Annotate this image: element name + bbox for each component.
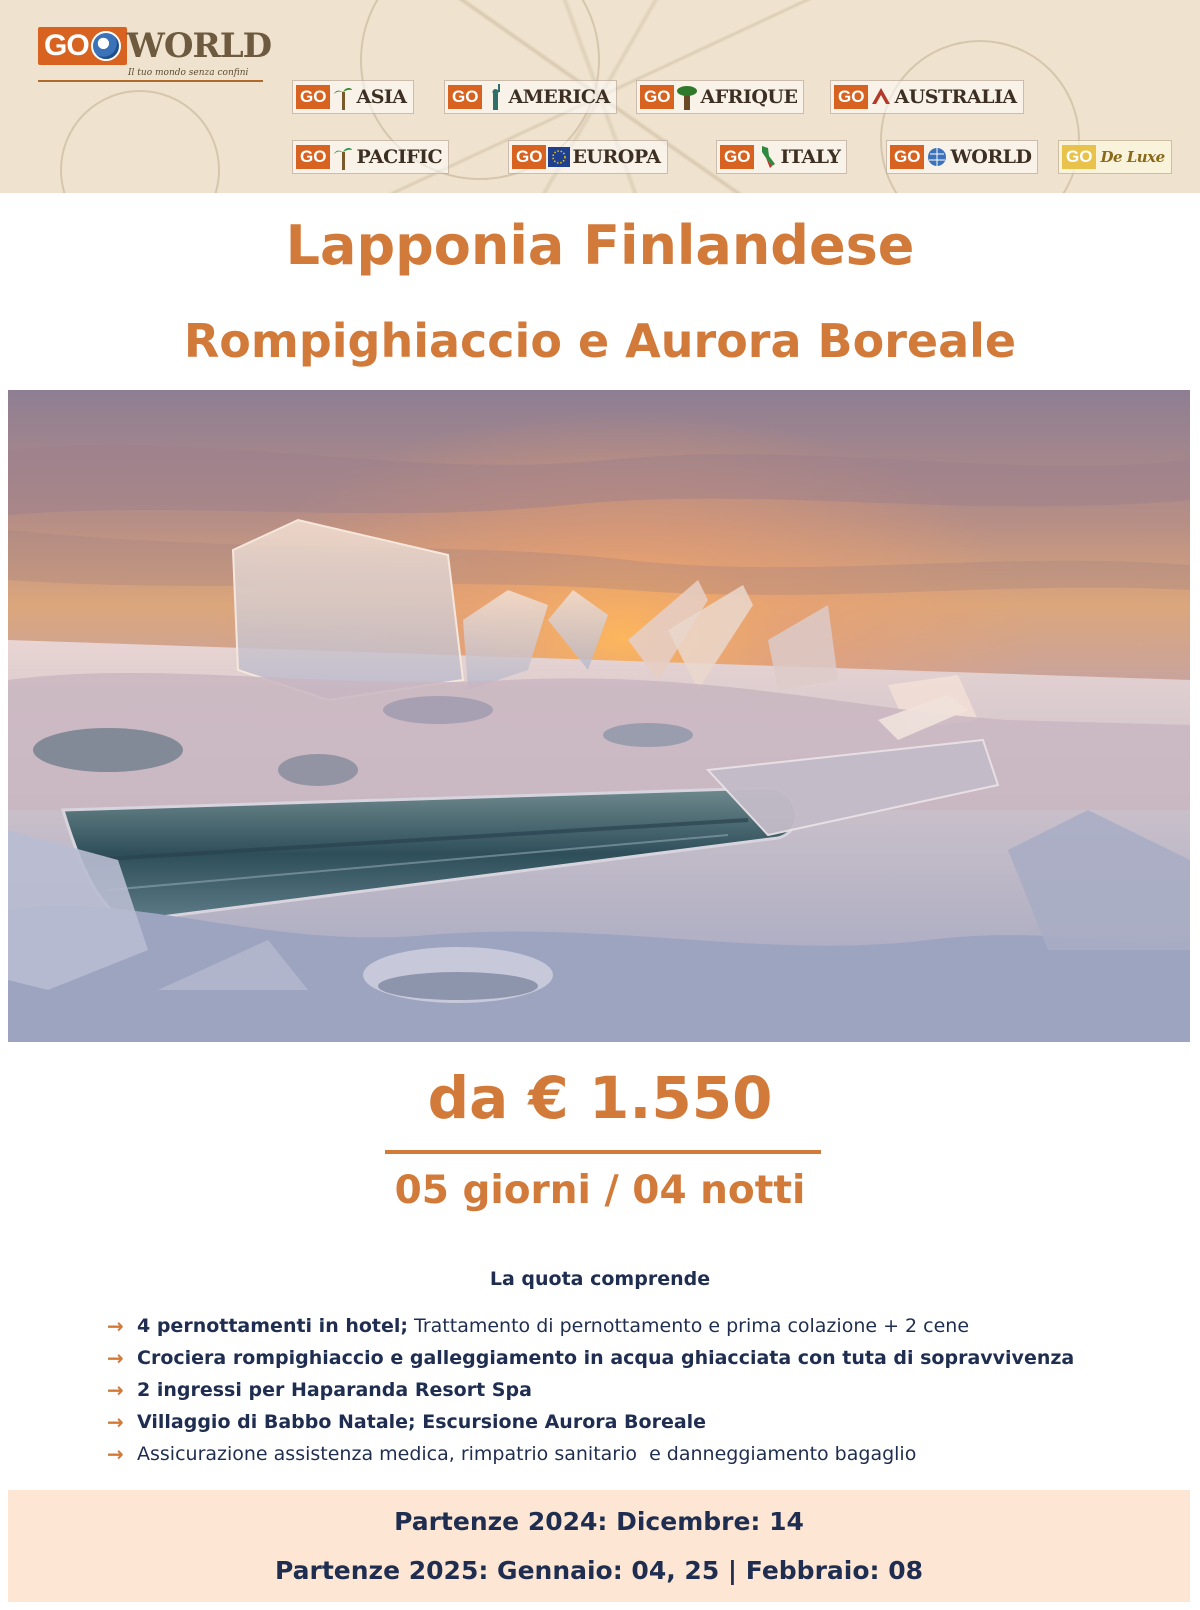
departures-box [8, 1490, 1190, 1602]
logo-go-mark: GO [38, 27, 127, 65]
offer-subtitle: Rompighiaccio e Aurora Boreale [183, 314, 1017, 368]
brand-logo-asia[interactable]: GO ASIA [292, 80, 414, 114]
trip-duration: 05 giorni / 04 notti [394, 1168, 806, 1213]
departures-2024-label: Partenze 2024: [394, 1507, 608, 1536]
departures-2025-dates: Gennaio: 04, 25 | Febbraio: 08 [488, 1556, 923, 1585]
italy-map-icon [756, 144, 778, 170]
brand-logo-australia[interactable]: GO AUSTRALIA [830, 80, 1024, 114]
list-item: → 4 pernottamenti in hotel; Trattamento di pernottamento e prima colazione + 2 cene [107, 1310, 1107, 1342]
brand-logo-europa[interactable]: GO EUROPA [508, 140, 668, 174]
list-item: → Assicurazione assistenza medica, rimpatrio sanitario e danneggiamento bagaglio [107, 1438, 1107, 1470]
price-divider [385, 1150, 821, 1154]
globe-icon [91, 31, 121, 61]
logo-tagline: Il tuo mondo senza confini [128, 68, 249, 78]
eu-flag-icon [548, 144, 570, 170]
brand-logo-pacific[interactable]: GO PACIFIC [292, 140, 449, 174]
arrow-right-icon: → [107, 1378, 124, 1402]
logo-name: WORLD [126, 26, 272, 66]
brand-logo-italy[interactable]: GO ITALY [716, 140, 847, 174]
offer-title: Lapponia Finlandese [285, 214, 915, 277]
statue-of-liberty-icon [484, 84, 506, 110]
baobab-tree-icon [676, 84, 698, 110]
goworld-logo[interactable] [38, 26, 272, 88]
ice-landscape-illustration [8, 390, 1190, 1042]
brand-logo-world[interactable]: GO WORLD [886, 140, 1038, 174]
brand-logo-america[interactable]: GO AMERICA [444, 80, 617, 114]
arrow-right-icon: → [107, 1314, 124, 1338]
brand-logo-deluxe[interactable]: GO De Luxe [1058, 140, 1172, 174]
palm-tree-icon [332, 84, 354, 110]
list-item: → 2 ingressi per Haparanda Resort Spa [107, 1374, 1107, 1406]
departures-2024 [8, 1507, 1190, 1536]
arrow-right-icon: → [107, 1442, 124, 1466]
logo-underline [38, 80, 263, 82]
map-compass-decoration [60, 90, 220, 193]
departures-2025 [8, 1556, 1190, 1585]
header-banner [0, 0, 1200, 193]
brand-logo-afrique[interactable]: GO AFRIQUE [636, 80, 804, 114]
departures-2025-label: Partenze 2025: [275, 1556, 489, 1585]
price-label: da € 1.550 [427, 1064, 773, 1132]
list-item: → Crociera rompighiaccio e galleggiamento in acqua ghiacciata con tuta di sopravvivenza [107, 1342, 1107, 1374]
arrow-right-icon: → [107, 1410, 124, 1434]
ice-sunset-photo [8, 390, 1190, 1042]
departures-2024-dates: Dicembre: 14 [607, 1507, 804, 1536]
boomerang-icon [870, 84, 892, 110]
palm-tree-icon [332, 144, 354, 170]
includes-heading: La quota comprende [489, 1268, 711, 1290]
includes-list [107, 1310, 1107, 1470]
list-item: → Villaggio di Babbo Natale; Escursione Aurora Boreale [107, 1406, 1107, 1438]
arrow-right-icon: → [107, 1346, 124, 1370]
globe-icon [926, 144, 948, 170]
